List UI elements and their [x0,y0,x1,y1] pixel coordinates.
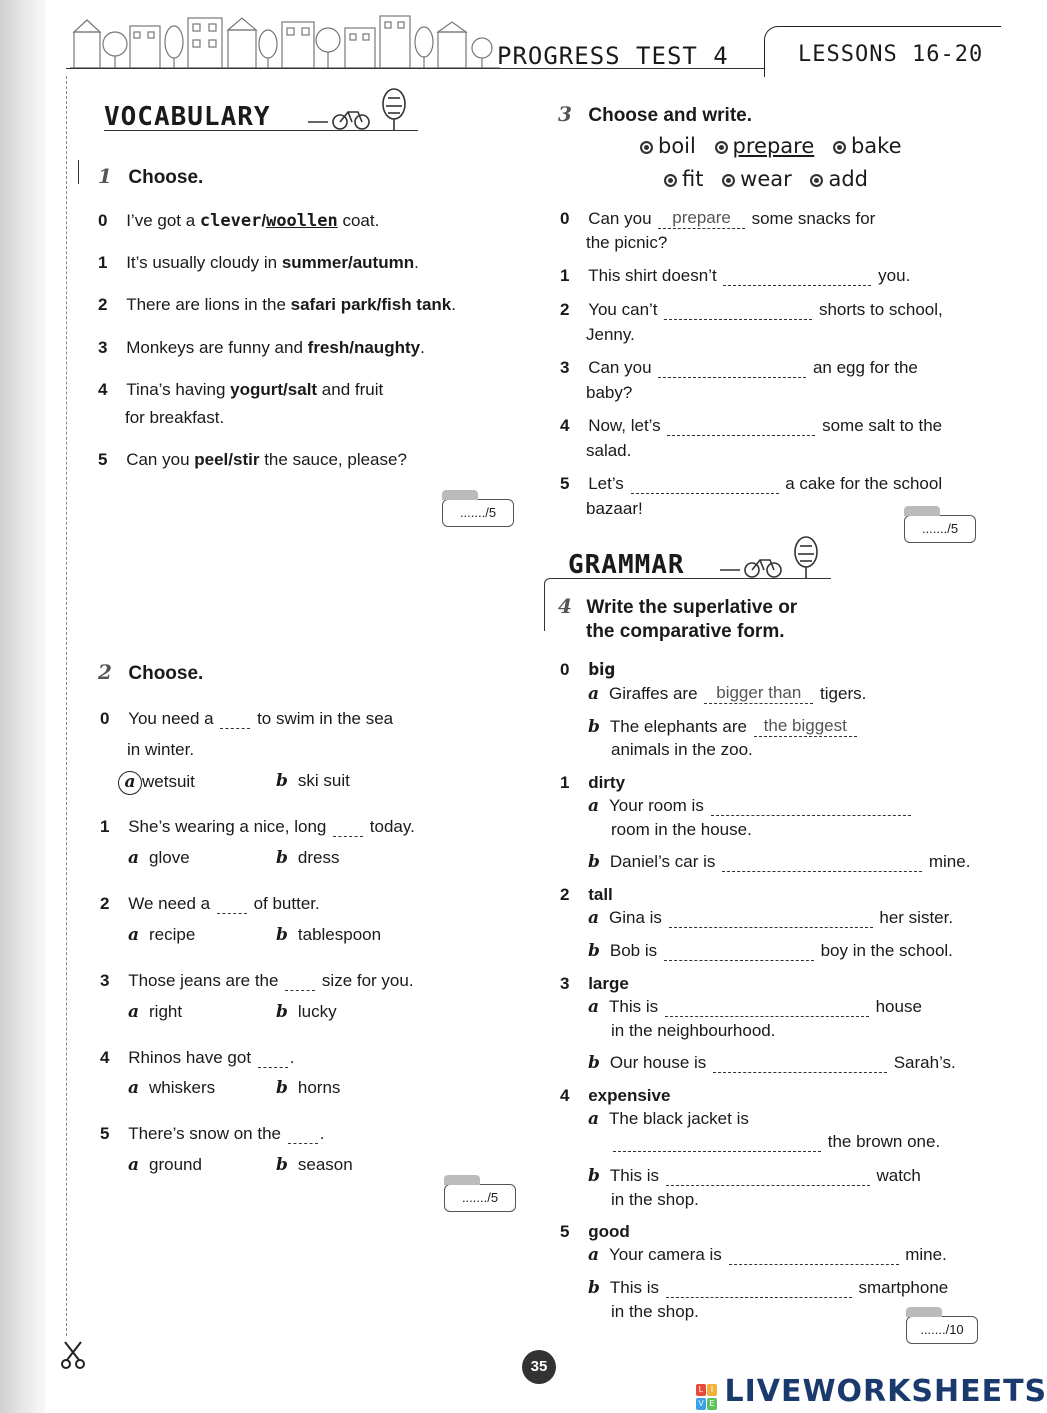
answer-field-example: prepare [658,208,745,229]
item-text-end: an egg for the [808,358,918,377]
item-text: Your room is [609,796,709,815]
answer-gap [333,836,363,837]
item-text: Tina’s having [126,380,231,399]
item-text-end: the sauce, please? [259,450,407,469]
task1-item-1 [98,253,419,273]
letter-b: b [276,925,288,945]
task1-item-2 [98,295,456,315]
word-bank-row-2 [664,167,868,191]
word-bank-boil: boil [658,134,696,158]
option-2[interactable]: fish tank [381,295,452,314]
item-text: This is [609,1166,664,1185]
scissors-icon [60,1340,86,1370]
adjective-prompt: big [588,660,616,680]
task2-item-0 [100,709,393,729]
word-bank-prepare-used: prepare [732,134,815,158]
item-text: Can you [588,358,657,377]
option-1[interactable]: fresh [307,338,350,357]
word-bank-fit: fit [682,167,704,191]
task3-item-4 [560,416,942,436]
item-text: She’s wearing a nice, long [128,817,332,836]
task2-item-3-option-a[interactable] [128,1002,182,1022]
task4-item-0-b-line2: animals in the zoo. [611,740,753,759]
adjective-prompt: large [588,974,629,993]
item-text-end: house [870,997,922,1016]
option-a-text: ground [149,1155,202,1174]
answer-gap [285,990,315,991]
answer-input[interactable] [666,1185,870,1186]
answer-input[interactable] [658,377,806,378]
item-number: 2 [98,295,108,314]
task2-item-5-option-a[interactable] [128,1155,202,1175]
option-a-text: wetsuit [142,772,195,791]
task2-item-4-option-b[interactable] [276,1078,340,1098]
task4-item-0-word [560,660,615,680]
task1-score-box[interactable]: ......./5 [442,499,514,527]
task2-item-5-option-b[interactable] [276,1155,353,1175]
word-bank-wear: wear [740,167,792,191]
item-number: 4 [98,380,108,399]
option-2[interactable]: salt [287,380,318,399]
task1-item-5 [98,450,407,470]
letter-a: a [128,1155,140,1175]
answer-gap [217,913,247,914]
option-1[interactable]: yogurt [230,380,284,399]
answer-input[interactable] [669,927,873,928]
task3-item-2 [560,300,943,320]
letter-b: b [588,941,600,961]
item-number: 0 [100,709,110,728]
task4-instruction-line1: Write the superlative or [586,597,798,618]
item-text: Gina is [609,908,667,927]
item-text-end: . [451,295,456,314]
item-text: Those jeans are the [128,971,284,990]
item-text: You can’t [588,300,663,319]
task4-item-4-b-line2: in the shop. [611,1190,699,1209]
letter-a: a [588,1245,600,1265]
item-text: It’s usually cloudy in [126,253,282,272]
task2-item-5 [100,1124,324,1144]
task4-item-3-b [588,1053,956,1073]
bullet-icon [640,141,653,154]
task2-item-4-option-a[interactable] [128,1078,215,1098]
letter-b: b [276,771,288,791]
letter-a: a [588,684,600,704]
item-text-end: a cake for the school [780,474,943,493]
answer-input[interactable] [666,1297,852,1298]
task2-item-2-option-b[interactable] [276,925,381,945]
item-number: 0 [98,211,108,230]
task4-number: 4 [558,594,572,618]
answer-input[interactable] [667,435,815,436]
task4-item-4-word [560,1086,670,1106]
task2-number: 2 [98,660,112,684]
item-text: Monkeys are funny and [126,338,308,357]
task1-item-3 [98,338,425,358]
item-text: I’ve got a [126,211,200,230]
task2-score-box[interactable]: ......./5 [444,1184,516,1212]
item-text-end: today. [365,817,415,836]
task4-item-3-word [560,974,629,994]
task4-item-1-a-line2: room in the house. [611,820,752,839]
item-number: 0 [560,209,570,228]
option-b-text: dress [297,848,340,867]
task3-score-box[interactable]: ......./5 [904,515,976,543]
task1-number: 1 [98,164,112,188]
item-text: There’s snow on the [128,1124,286,1143]
task2-item-1-option-a[interactable] [128,848,190,868]
item-number: 5 [98,450,108,469]
item-number: 3 [560,974,570,993]
item-text-end: and fruit [317,380,384,399]
task2-item-2-option-a[interactable] [128,925,195,945]
task4-item-3-a [588,997,922,1017]
answer-input[interactable] [723,285,871,286]
item-text: Let’s [588,474,629,493]
task4-item-5-a [588,1245,947,1265]
item-number: 1 [560,773,570,792]
item-number: 4 [560,1086,570,1105]
item-number: 0 [560,660,570,679]
item-text-end: size for you. [317,971,414,990]
letter-b: b [588,852,600,872]
item-number: 3 [560,358,570,377]
lessons-label: LESSONS 16-20 [798,42,984,67]
left-cut-line [66,76,67,1336]
task2-item-0-option-a[interactable] [118,771,195,795]
bullet-icon [833,141,846,154]
answer-input[interactable] [665,1016,869,1017]
task4-item-2-word [560,885,613,905]
task2-item-0-line2: in winter. [127,740,195,759]
answer-input[interactable] [631,493,779,494]
item-number: 3 [100,971,110,990]
option-b-text: tablespoon [297,925,382,944]
task1-item-4 [98,380,383,400]
task3-heading [558,102,752,127]
word-bank-bake: bake [850,134,902,158]
task2-item-1-option-b[interactable] [276,848,339,868]
item-text-end: shorts to school, [814,300,943,319]
task3-item-5 [560,474,942,494]
item-text: This shirt doesn’t [588,266,722,285]
task2-item-3 [100,971,414,991]
item-number: 2 [100,894,110,913]
task1-instruction: Choose. [128,167,204,188]
vocabulary-title: VOCABULARY [104,102,271,132]
task3-item-3 [560,358,918,378]
liveworksheets-logo [696,1374,1047,1412]
option-separator: / [376,295,382,314]
task1-heading [98,164,203,189]
bullet-icon [715,141,728,154]
item-number: 5 [560,1222,570,1241]
task4-item-0-b [588,716,859,737]
task1-item-0 [98,211,379,231]
page-number-badge [522,1350,556,1384]
task2-item-4 [100,1048,295,1068]
option-1[interactable]: summer [281,253,348,272]
letter-a: a [128,1002,140,1022]
item-text-end: mine. [924,852,971,871]
word-bank-add: add [828,167,868,191]
option-a-text: whiskers [149,1078,216,1097]
word-bank-row-1 [640,134,901,158]
task4-item-5-word [560,1222,630,1242]
item-text: You need a [128,709,219,728]
task4-item-1-a [588,796,913,816]
item-text: There are lions in the [126,295,291,314]
task4-heading [558,594,797,619]
option-a-text: recipe [149,925,196,944]
task3-item-0-line2: the picnic? [586,233,668,252]
logo-mark-icon: L I V E [696,1382,718,1412]
option-separator: / [349,338,354,357]
task2-item-2 [100,894,320,914]
adjective-prompt: dirty [588,773,626,792]
item-text-end: mine. [900,1245,947,1264]
letter-b: b [588,1166,600,1186]
task4-item-2-a [588,908,953,928]
item-text-end: some salt to the [817,416,943,435]
task4-item-1-word [560,773,625,793]
item-number: 4 [560,416,570,435]
task4-item-3-a-line2: in the neighbourhood. [611,1021,776,1040]
task3-instruction: Choose and write. [588,105,753,126]
item-text: Daniel’s car is [609,852,721,871]
item-text-end: watch [871,1166,921,1185]
option-b-text: horns [297,1078,341,1097]
letter-a: a [588,908,600,928]
option-b-text: season [297,1155,353,1174]
option-1[interactable]: safari park [290,295,377,314]
option-separator: / [228,450,234,469]
task4-score-box[interactable]: ......./10 [906,1316,978,1344]
item-text-end: Sarah’s. [889,1053,956,1072]
town-illustration [70,10,500,70]
item-number: 1 [560,266,570,285]
item-text: This is [609,997,663,1016]
bicycle-tree-icon [308,88,418,132]
letter-b: b [588,1278,600,1298]
letter-b: b [588,1053,600,1073]
item-text-end: of butter. [248,894,320,913]
bullet-icon [810,174,823,187]
task4-instruction-line2: the comparative form. [586,621,785,642]
option-1[interactable]: clever [199,211,262,231]
item-text: Bob is [609,941,662,960]
grammar-title: GRAMMAR [568,550,685,580]
answer-input[interactable] [613,1151,821,1152]
item-number: 1 [98,253,108,272]
item-text-end: . [319,1124,325,1143]
answer-input[interactable] [711,815,911,816]
item-text: Rhinos have got [128,1048,256,1067]
item-text-end: her sister. [874,908,954,927]
adjective-prompt: good [588,1222,630,1241]
task3-item-3-line2: baby? [586,383,633,402]
item-text-end: you. [873,266,911,285]
item-text: Can you [126,450,195,469]
letter-b: b [276,848,288,868]
task4-item-4-a [588,1109,749,1129]
task4-item-5-b-line2: in the shop. [611,1302,699,1321]
letter-b: b [588,717,600,737]
adjective-prompt: expensive [588,1086,671,1105]
option-b-text: lucky [297,1002,337,1021]
task3-item-4-line2: salad. [586,441,632,460]
option-1[interactable]: peel [194,450,229,469]
bullet-icon [722,174,735,187]
letter-b: b [276,1002,288,1022]
option-separator: / [347,253,353,272]
letter-b: b [276,1155,288,1175]
bicycle-tree-icon [720,536,830,580]
item-text-end: coat. [337,211,380,230]
page-edge-shadow [0,0,46,1413]
letter-a-circled: a [118,771,142,795]
task4-item-4-b [588,1166,921,1186]
vocabulary-rule [104,130,418,131]
task4-item-4-a-line2 [611,1132,940,1152]
item-text-end: some snacks for [746,209,876,228]
header-rule [66,68,764,69]
letter-a: a [128,1078,140,1098]
task4-item-2-b [588,941,953,961]
task1-item-4-line2: for breakfast. [125,408,225,427]
item-text-end: . [289,1048,295,1067]
item-text: This is [609,1278,664,1297]
item-text: The black jacket is [609,1109,749,1128]
item-text-end: the brown one. [823,1132,941,1151]
answer-input[interactable] [722,871,922,872]
item-text-end: to swim in the sea [252,709,394,728]
option-a-text: right [149,1002,183,1021]
answer-field-example: bigger than [704,683,813,704]
letter-a: a [588,997,600,1017]
task3-item-5-line2: bazaar! [586,499,643,518]
item-number: 2 [560,300,570,319]
item-text: Our house is [609,1053,711,1072]
answer-gap [220,728,250,729]
item-text-end: boy in the school. [815,941,953,960]
item-text-end: . [414,253,419,272]
task3-number: 3 [558,102,572,126]
task2-heading [98,660,203,685]
item-text: The elephants are [609,717,752,736]
task4-item-0-a [588,683,866,704]
option-separator: / [261,211,267,230]
option-2-selected[interactable]: woollen [266,211,338,231]
answer-gap [258,1067,288,1068]
task2-item-0-option-b[interactable] [276,771,350,791]
option-separator: / [283,380,288,399]
test-title: PROGRESS TEST 4 [497,42,729,70]
task2-item-3-option-b[interactable] [276,1002,337,1022]
answer-input[interactable] [664,319,812,320]
option-2[interactable]: stir [233,450,260,469]
item-text: Giraffes are [609,684,703,703]
option-b-text: ski suit [297,771,350,790]
bullet-icon [664,174,677,187]
item-number: 5 [560,474,570,493]
option-2[interactable]: naughty [353,338,421,357]
item-text: Your camera is [609,1245,727,1264]
brand-name: LIVEWORKSHEETS [724,1374,1047,1409]
task4-item-5-b [588,1278,948,1298]
task2-item-1 [100,817,415,837]
answer-input[interactable] [664,960,814,961]
page-number: 35 [530,1358,548,1375]
item-text: Can you [588,209,657,228]
answer-field-example: the biggest [754,716,857,737]
task3-item-2-line2: Jenny. [586,325,635,344]
task3-item-0 [560,208,875,229]
letter-a: a [128,925,140,945]
task1-bar [78,160,79,184]
option-a-text: glove [149,848,190,867]
letter-a: a [588,1109,600,1129]
task4-item-1-b [588,852,970,872]
answer-input[interactable] [713,1072,887,1073]
item-text: Now, let’s [588,416,666,435]
letter-a: a [128,848,140,868]
item-text: We need a [128,894,215,913]
item-text-end: . [420,338,425,357]
adjective-prompt: tall [588,885,613,904]
item-number: 2 [560,885,570,904]
task2-instruction: Choose. [128,663,204,684]
item-number: 3 [98,338,108,357]
letter-b: b [276,1078,288,1098]
item-number: 1 [100,817,110,836]
answer-gap [288,1143,318,1144]
item-text-end: smartphone [853,1278,949,1297]
item-text-end: tigers. [815,684,867,703]
task3-item-1 [560,266,910,286]
option-2[interactable]: autumn [352,253,415,272]
item-number: 5 [100,1124,110,1143]
item-number: 4 [100,1048,110,1067]
letter-a: a [588,796,600,816]
answer-input[interactable] [729,1264,899,1265]
